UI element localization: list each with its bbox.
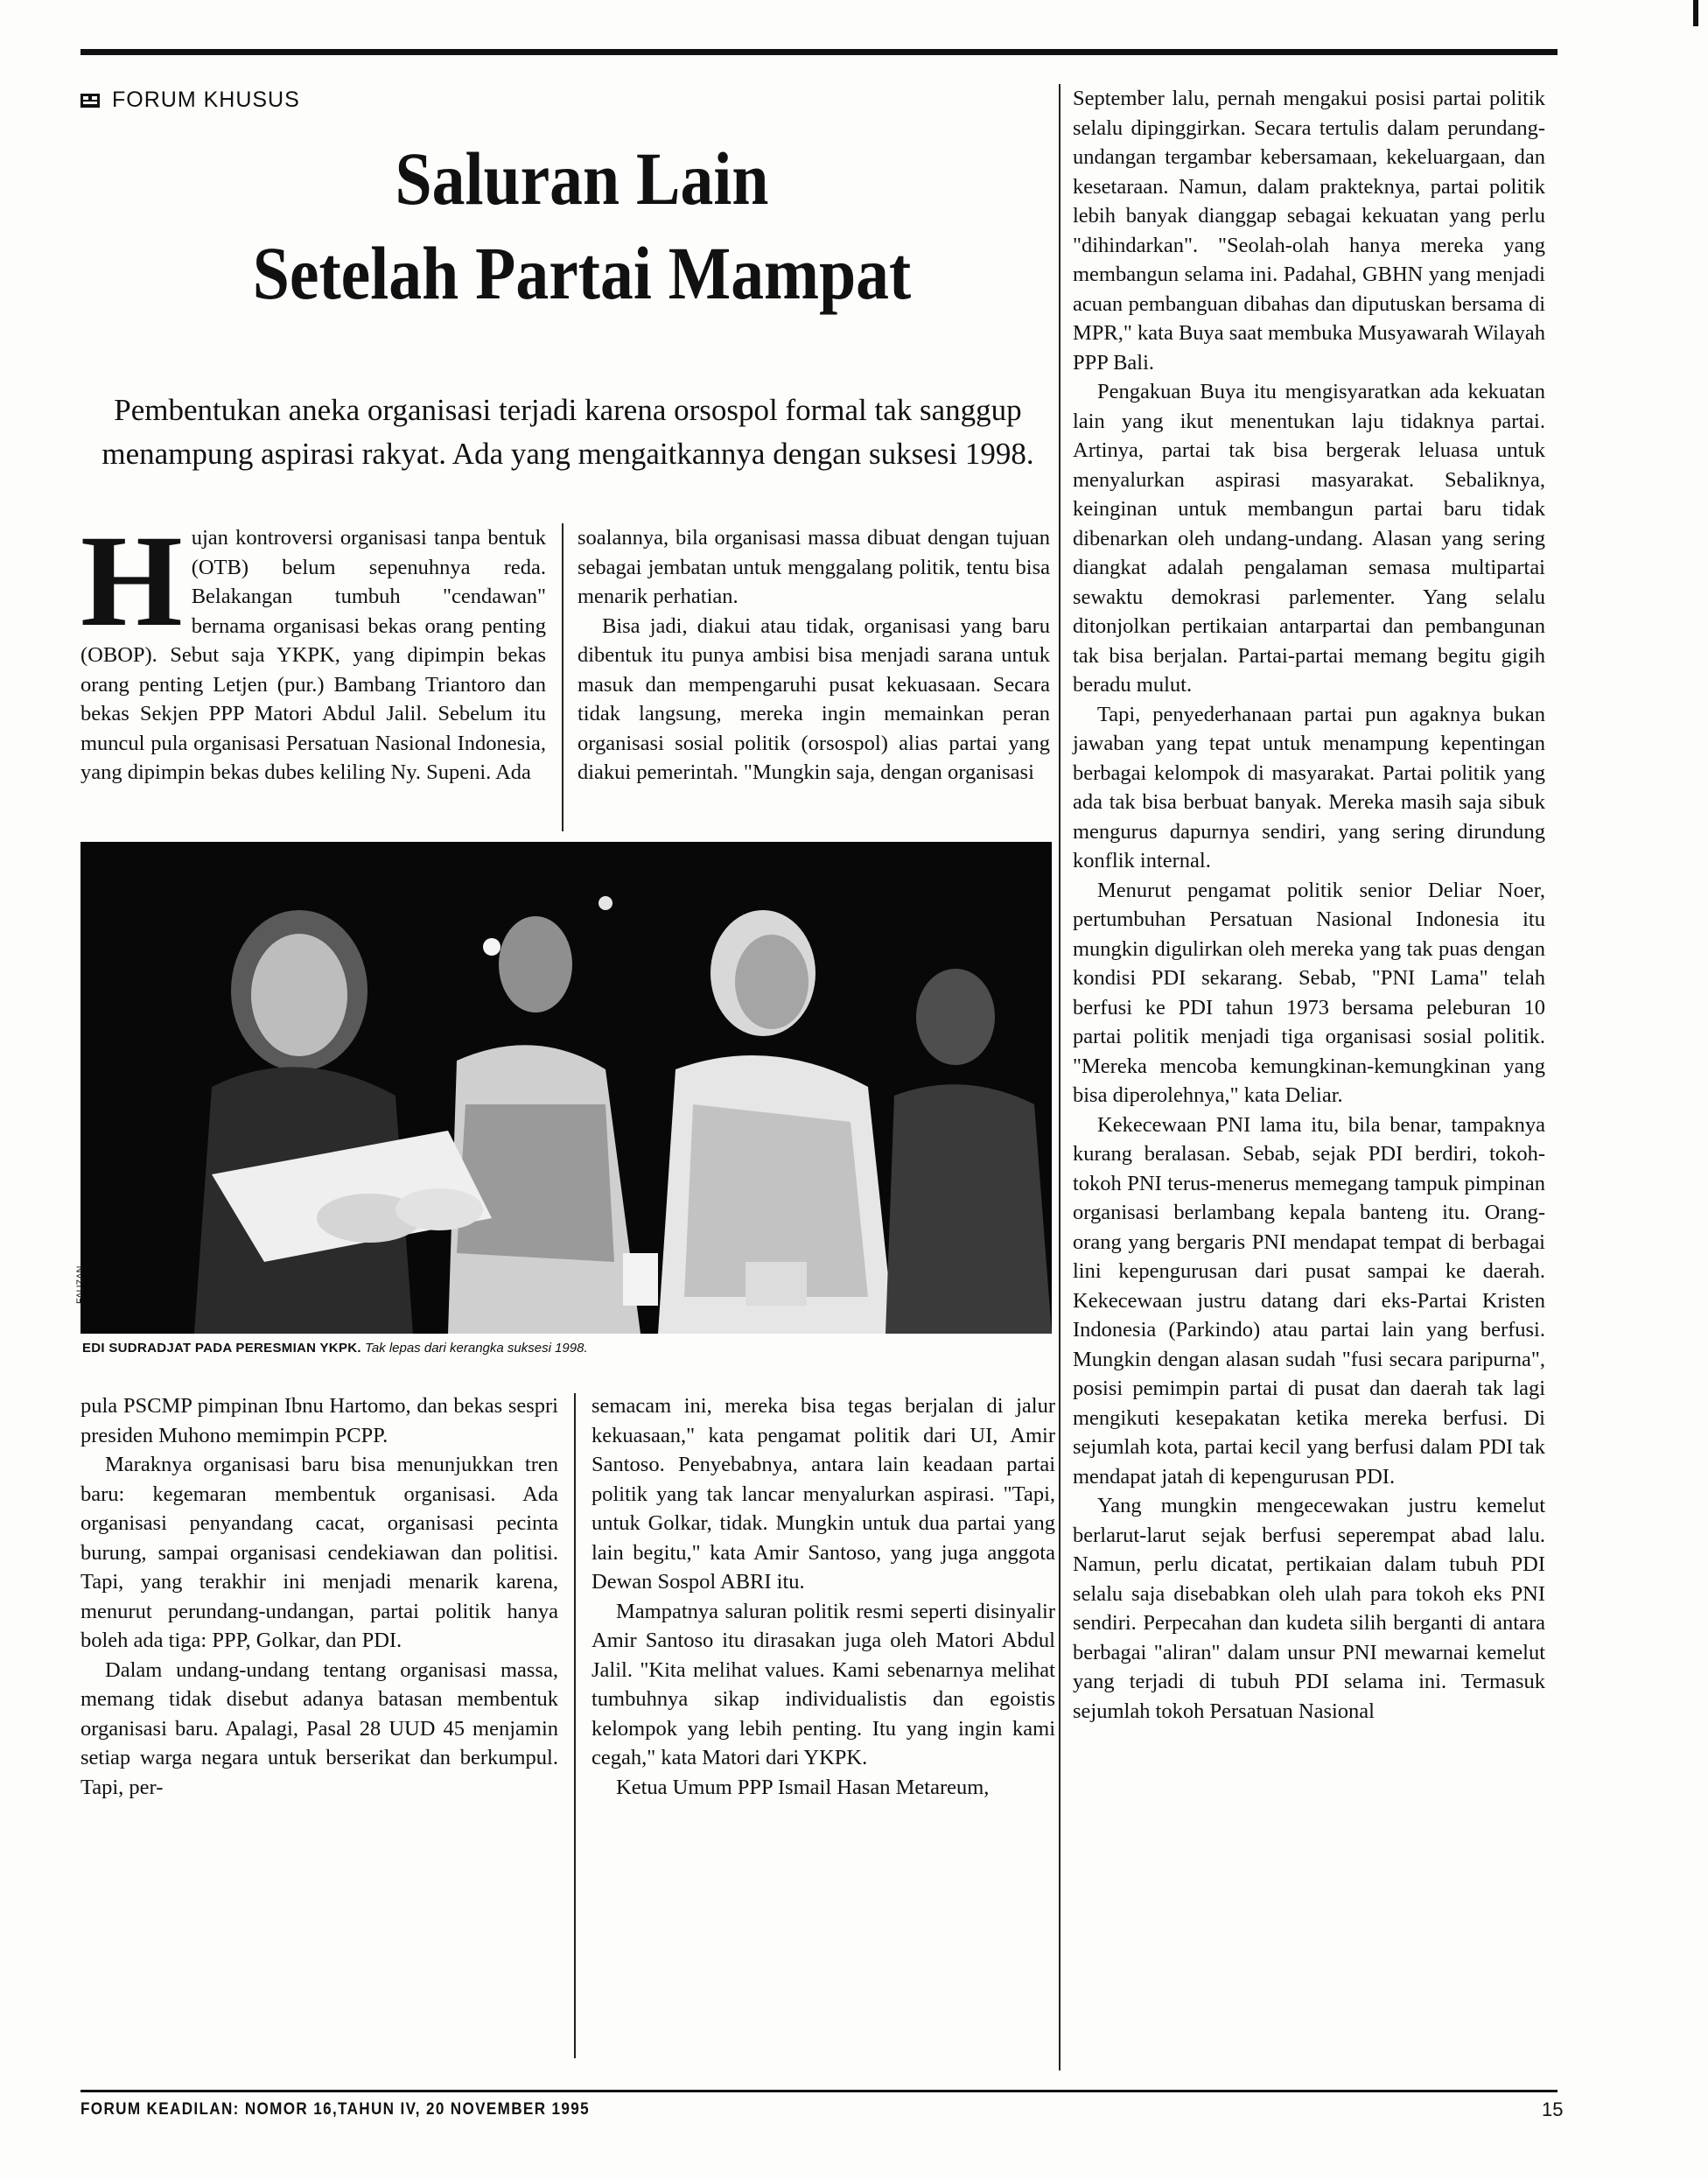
article-title (193, 131, 971, 320)
paragraph: pula PSCMP pimpinan Ibnu Hartomo, dan bekas sespri presiden Muhono memimpin PCPP. (80, 1394, 558, 1447)
column-divider-right (1059, 84, 1060, 2070)
lower-left-column (80, 1391, 558, 1802)
paragraph: Tapi, penyederhanaan partai pun agaknya bukan jawaban yang tepat untuk menampung kepentingan berbagai kelompok di masyarakat. Partai politik yang ada tak bisa berbuat banyak. Mereka masih saja sibuk mengurus dapurnya sendiri, yang sering dirundung konflik internal. (1073, 702, 1545, 872)
photo-credit: FAUZAN (75, 1265, 86, 1304)
paragraph: Menurut pengamat politik senior Deliar Noer, pertumbuhan Persatuan Nasional Indonesia itu mungkin digulirkan oleh mereka yang tak puas dengan kondisi PDI sekarang. Sebab, "PNI Lama" telah berfusi ke PDI tahun 1973 bersama peleburan 10 partai politik menjadi tiga organisasi sosial politik. "Mereka mencoba kemungkinan-kemungkinan yang bisa diperolehnya," kata Deliar. (1073, 878, 1545, 1107)
publication-footer: FORUM KEADILAN: NOMOR 16,TAHUN IV, 20 NOVEMBER 1995 (80, 2100, 590, 2119)
caption-text: Tak lepas dari kerangka suksesi 1998. (365, 1341, 588, 1356)
lower-middle-column (592, 1391, 1055, 1802)
bottom-rule (80, 2090, 1558, 2092)
column-divider-lower (574, 1393, 576, 2058)
photo-caption (82, 1341, 1054, 1356)
paragraph: semacam ini, mereka bisa tegas berjalan di jalur kekuasaan," kata pengamat politik dari UI, Amir Santoso. Penyebabnya, antara lain keadaan partai politik yang tak lancar menyalurkan aspirasi. "Tapi, untuk Golkar, tidak. Mungkin untuk dua partai yang lain begitu," kata Amir Santoso, yang juga anggota Dewan Sospol ABRI itu. (592, 1394, 1055, 1594)
section-marker-icon (80, 94, 100, 108)
paragraph: Kekecewaan PNI lama itu, bila benar, tampaknya kurang beralasan. Sebab, sejak PDI berdiri, tokoh-tokoh PNI terus-menerus memegang tampuk pimpinan organisasi berlambang kepala banteng itu. Orang-orang yang bergaris PNI mendapat tempat di berbagai lini kepengurusan dari pusat sampai ke daerah. Kekecewaan justru datang dari eks-Partai Kristen Indonesia (Parkindo) atau partai lain yang berfusi. Mungkin dengan alasan sudah "fusi secara paripurna", posisi pemimpin partai di pusat dan daerah tak lagi mengikuti kesepakatan ketika mereka berfusi. Di sejumlah kota, partai kecil yang berfusi dalam PDI tak mendapat jatah di kepengurusan PDI. (1073, 1112, 1545, 1489)
page-number: 15 (1542, 2098, 1564, 2120)
paragraph: Pengakuan Buya itu mengisyaratkan ada kekuatan lain yang ikut menentukan laju tidaknya partai. Artinya, partai tak bisa bergerak leluasa untuk menyalurkan aspirasi masyarakat. Sebaliknya, keinginan untuk membangun partai baru tidak dibenarkan oleh undang-undang. Alasan yang sering diangkat adalah pengalaman semasa multipartai sewaktu demokrasi parlementer. Yang selalu ditonjolkan pertikaian antarpartai dan pembangunan tak bisa berjalan. Partai-partai memang begitu gigih beradu mulut. (1073, 380, 1545, 697)
paragraph: Maraknya organisasi baru bisa menunjukkan tren baru: kegemaran membentuk organisasi. Ada organisasi penyandang cacat, organisasi pecinta burung, sampai organisasi cendekiawan dan politisi. Tapi, yang terakhir ini menjadi menarik karena, menurut perundang-undangan, partai politik hanya boleh ada tiga: PPP, Golkar, dan PDI. (80, 1453, 558, 1652)
caption-lead: EDI SUDRADJAT PADA PERESMIAN YKPK. (82, 1341, 361, 1356)
drop-cap: H (80, 508, 183, 654)
upper-middle-column (578, 523, 1050, 788)
paragraph: September lalu, pernah mengakui posisi partai politik selalu dipinggirkan. Secara tertulis dalam perundang-undangan tergambar kebersamaan, kekeluargaan, dan kesetaraan. Namun, dalam prakteknya, partai politik lebih banyak dianggap sebagai kekuatan yang perlu "dihindarkan". "Seolah-olah hanya mereka yang membangun selama ini. Padahal, GBHN yang menjadi acuan pembanguan dibahas dan diputuskan bersama di MPR," kata Buya saat membuka Musyawarah Wilayah PPP Bali. (1073, 87, 1545, 375)
top-rule (80, 49, 1558, 55)
upper-left-column (80, 508, 546, 788)
title-line-2: Setelah Partai Mampat (252, 231, 912, 315)
article-deck: Pembentukan aneka organisasi terjadi karena orsospol formal tak sanggup menampung aspirasi rakyat. Ada yang mengaitkannya dengan suksesi 1998. (102, 393, 1034, 471)
title-line-1: Saluran Lain (395, 137, 769, 221)
paragraph: Dalam undang-undang tentang organisasi massa, memang tidak disebut adanya batasan membentuk organisasi baru. Apalagi, Pasal 28 UUD 45 menjamin setiap warga negara untuk berserikat dan berkumpul. Tapi, per- (80, 1657, 558, 1799)
column-divider-upper (562, 523, 564, 831)
section-label (80, 88, 300, 113)
section-label-text: FORUM KHUSUS (112, 88, 300, 112)
scan-edge-mark (1693, 0, 1698, 26)
paragraph: Yang mungkin mengecewakan justru kemelut berlarut-larut sejak berfusi seperempat abad lalu. Namun, perlu dicatat, pertikaian dalam tubuh PDI selalu saja disebabkan oleh ulah para tokoh eks PNI sendiri. Perpecahan dan kudeta silih berganti di antara berbagai "aliran" dalam unsur PNI mewarnai kemelut yang terjadi di tubuh PDI selama ini. Termasuk sejumlah tokoh Persatuan Nasional (1073, 1494, 1545, 1723)
paragraph: Mampatnya saluran politik resmi seperti disinyalir Amir Santoso itu dirasakan juga oleh Matori Abdul Jalil. "Kita melihat values. Kami sebenarnya melihat tumbuhnya sikap individualistis dan egoistis kelompok yang lebih penting. Itu yang ingin kami cegah," kata Matori dari YKPK. (592, 1599, 1055, 1769)
paragraph: Ketua Umum PPP Ismail Hasan Metareum, (616, 1775, 990, 1799)
paragraph: soalannya, bila organisasi massa dibuat dengan tujuan sebagai jembatan untuk menggalang politik, tentu bisa menarik perhatian. (578, 526, 1050, 608)
article-photo (80, 842, 1052, 1334)
paragraph: Bisa jadi, diakui atau tidak, organisasi yang baru dibentuk itu punya ambisi bisa menjadi sarana untuk masuk dan mempengaruhi pusat kekuasaan. Secara tidak langsung, mereka ingin memainkan peran organisasi sosial politik (orsospol) alias partai yang diakui pemerintah. "Mungkin saja, dengan organisasi (578, 613, 1050, 784)
intro-paragraph: ujan kontroversi organisasi tanpa bentuk (OTB) belum sepenuhnya reda. Belakangan tumbuh "cendawan" bernama organisasi bekas orang penting (OBOP). Sebut saja YKPK, yang dipimpin bekas orang penting Letjen (pur.) Bambang Triantoro dan bekas Sekjen PPP Matori Abdul Jalil. Sebelum itu muncul pula organisasi Persatuan Nasional Indonesia, yang dipimpin bekas dubes keliling Ny. Supeni. Ada (80, 526, 546, 784)
right-column (1073, 84, 1545, 1726)
